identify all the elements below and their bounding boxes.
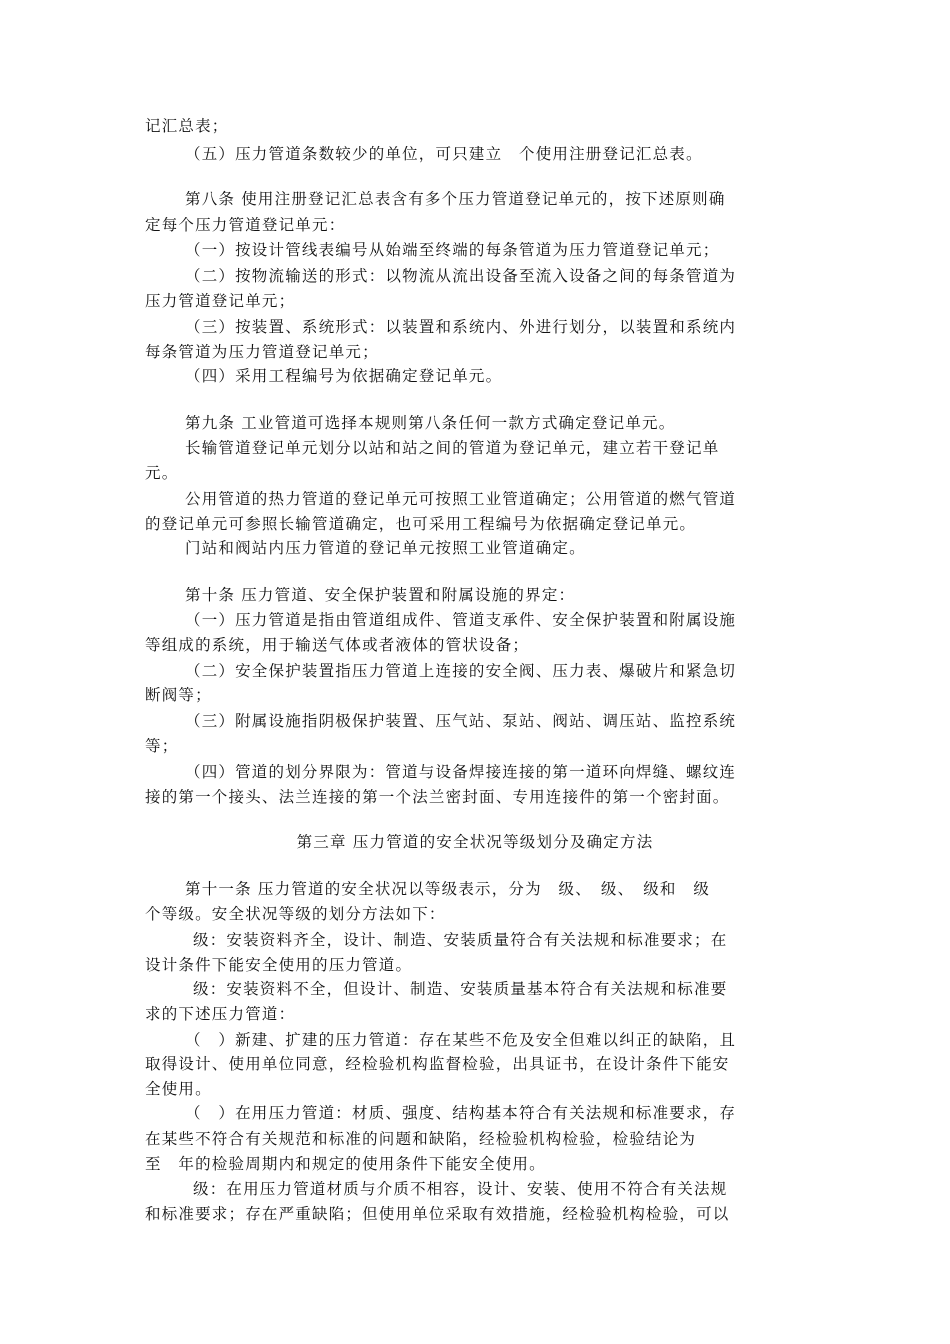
text-line: 个等级。安全状况等级的划分方法如下：: [145, 905, 446, 923]
text-line: 压力管道登记单元；: [145, 292, 296, 310]
text-line: 全使用。: [145, 1080, 212, 1098]
text-line: 长输管道登记单元划分以站和站之间的管道为登记单元，建立若干登记单: [185, 439, 720, 457]
grade-item: 级：在用压力管道材质与介质不相容，设计、安装、使用不符合有关法规: [193, 1180, 728, 1198]
text-line: 定每个压力管道登记单元：: [145, 216, 346, 234]
text-line: 和标准要求；存在严重缺陷；但使用单位采取有效措施，经检验机构检验，可以: [145, 1205, 730, 1223]
list-item: （ ）在用压力管道：材质、强度、结构基本符合有关法规和标准要求，存: [185, 1104, 737, 1122]
list-item: （三）按装置、系统形式：以装置和系统内、外进行划分，以装置和系统内: [185, 318, 737, 336]
list-item: （二）安全保护装置指压力管道上连接的安全阀、压力表、爆破片和紧急切: [185, 662, 737, 680]
list-item: （四）管道的划分界限为：管道与设备焊接连接的第一道环向焊缝、螺纹连: [185, 763, 737, 781]
list-item: （ ）新建、扩建的压力管道：存在某些不危及安全但难以纠正的缺陷，且: [185, 1031, 737, 1049]
text-line: 等组成的系统，用于输送气体或者液体的管状设备；: [145, 636, 530, 654]
article-11-title: 第十一条 压力管道的安全状况以等级表示，分为 级、 级、 级和 级: [185, 880, 711, 898]
text-line: （五）压力管道条数较少的单位，可只建立 个使用注册登记汇总表。: [185, 145, 703, 163]
text-line: 断阀等；: [145, 686, 212, 704]
list-item: （一）按设计管线表编号从始端至终端的每条管道为压力管道登记单元；: [185, 241, 720, 259]
list-item: （四）采用工程编号为依据确定登记单元。: [185, 367, 503, 385]
text-line: 等；: [145, 737, 179, 755]
text-line: 记汇总表；: [145, 117, 229, 135]
text-line: 设计条件下能安全使用的压力管道。: [145, 956, 413, 974]
grade-item: 级：安装资料不全，但设计、制造、安装质量基本符合有关法规和标准要: [193, 980, 728, 998]
text-line: 至 年的检验周期内和规定的使用条件下能安全使用。: [145, 1155, 546, 1173]
list-item: （二）按物流输送的形式：以物流从流出设备至流入设备之间的每条管道为: [185, 267, 737, 285]
text-line: 每条管道为压力管道登记单元；: [145, 343, 379, 361]
grade-item: 级：安装资料齐全，设计、制造、安装质量符合有关法规和标准要求；在: [193, 931, 728, 949]
article-10-title: 第十条 压力管道、安全保护装置和附属设施的界定：: [185, 586, 576, 604]
list-item: （一）压力管道是指由管道组成件、管道支承件、安全保护装置和附属设施: [185, 611, 737, 629]
text-line: 取得设计、使用单位同意，经检验机构监督检验，出具证书，在设计条件下能安: [145, 1055, 730, 1073]
text-line: 的登记单元可参照长输管道确定，也可采用工程编号为依据确定登记单元。: [145, 515, 697, 533]
text-line: 元。: [145, 464, 179, 482]
text-line: 在某些不符合有关规范和标准的问题和缺陷，经检验机构检验，检验结论为: [145, 1130, 697, 1148]
text-line: 求的下述压力管道：: [145, 1005, 296, 1023]
list-item: （三）附属设施指阴极保护装置、压气站、泵站、阀站、调压站、监控系统: [185, 712, 737, 730]
article-8-title: 第八条 使用注册登记汇总表含有多个压力管道登记单元的，按下述原则确: [185, 190, 726, 208]
text-line: 门站和阀站内压力管道的登记单元按照工业管道确定。: [185, 539, 586, 557]
text-line: 公用管道的热力管道的登记单元可按照工业管道确定；公用管道的燃气管道: [185, 490, 737, 508]
article-9-title: 第九条 工业管道可选择本规则第八条任何一款方式确定登记单元。: [185, 414, 676, 432]
text-line: 接的第一个接头、法兰连接的第一个法兰密封面、专用连接件的第一个密封面。: [145, 788, 730, 806]
chapter-3-heading: 第三章 压力管道的安全状况等级划分及确定方法: [296, 833, 654, 851]
